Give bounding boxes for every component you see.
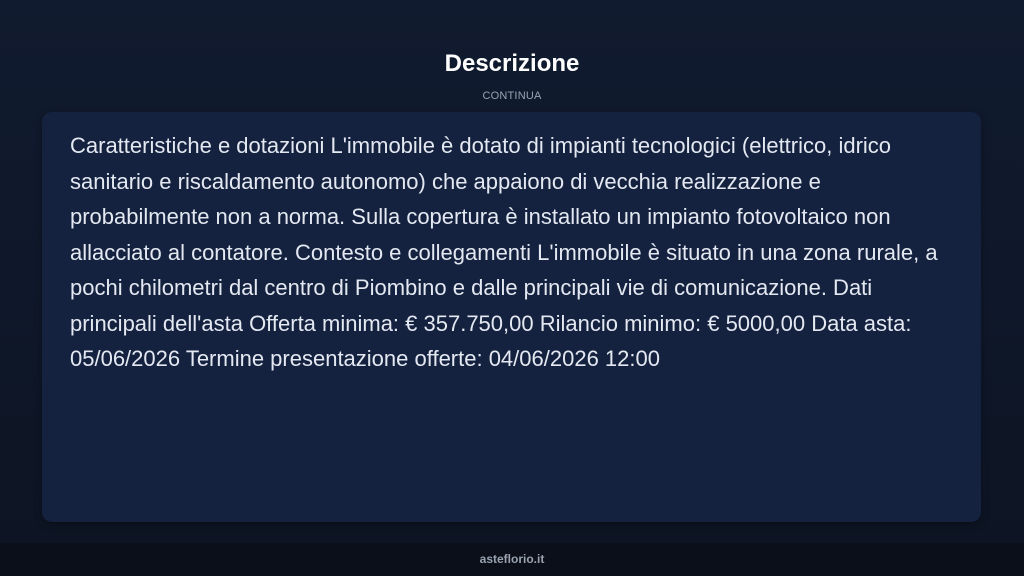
site-name: asteflorio.it bbox=[479, 552, 545, 566]
page-title: Descrizione bbox=[444, 50, 580, 77]
description-text: Caratteristiche e dotazioni L'immobile è dotato di impianti tecnologici (elettrico, idrico sanitario e riscaldamento autonomo) che appaiono di vecchia realizzazione e probabilmente non a norma. Sulla copertura è installato un impianto fotovoltaico non allacciato al contatore. Contesto e collegamenti L'immobile è situato in una zona rurale, a pochi chilometri dal centro di Piombino e dalle principali vie di comunicazione. Dati principali dell'asta Offerta minima: € 357.750,00 Rilancio minimo: € 5000,00 Data asta: 05/06/2026 Termine presentazione offerte: 04/06/2026 12:00 bbox=[70, 133, 938, 371]
footer-bar bbox=[0, 543, 1024, 576]
continue-label: CONTINUA bbox=[482, 90, 542, 102]
description-card bbox=[42, 112, 981, 522]
